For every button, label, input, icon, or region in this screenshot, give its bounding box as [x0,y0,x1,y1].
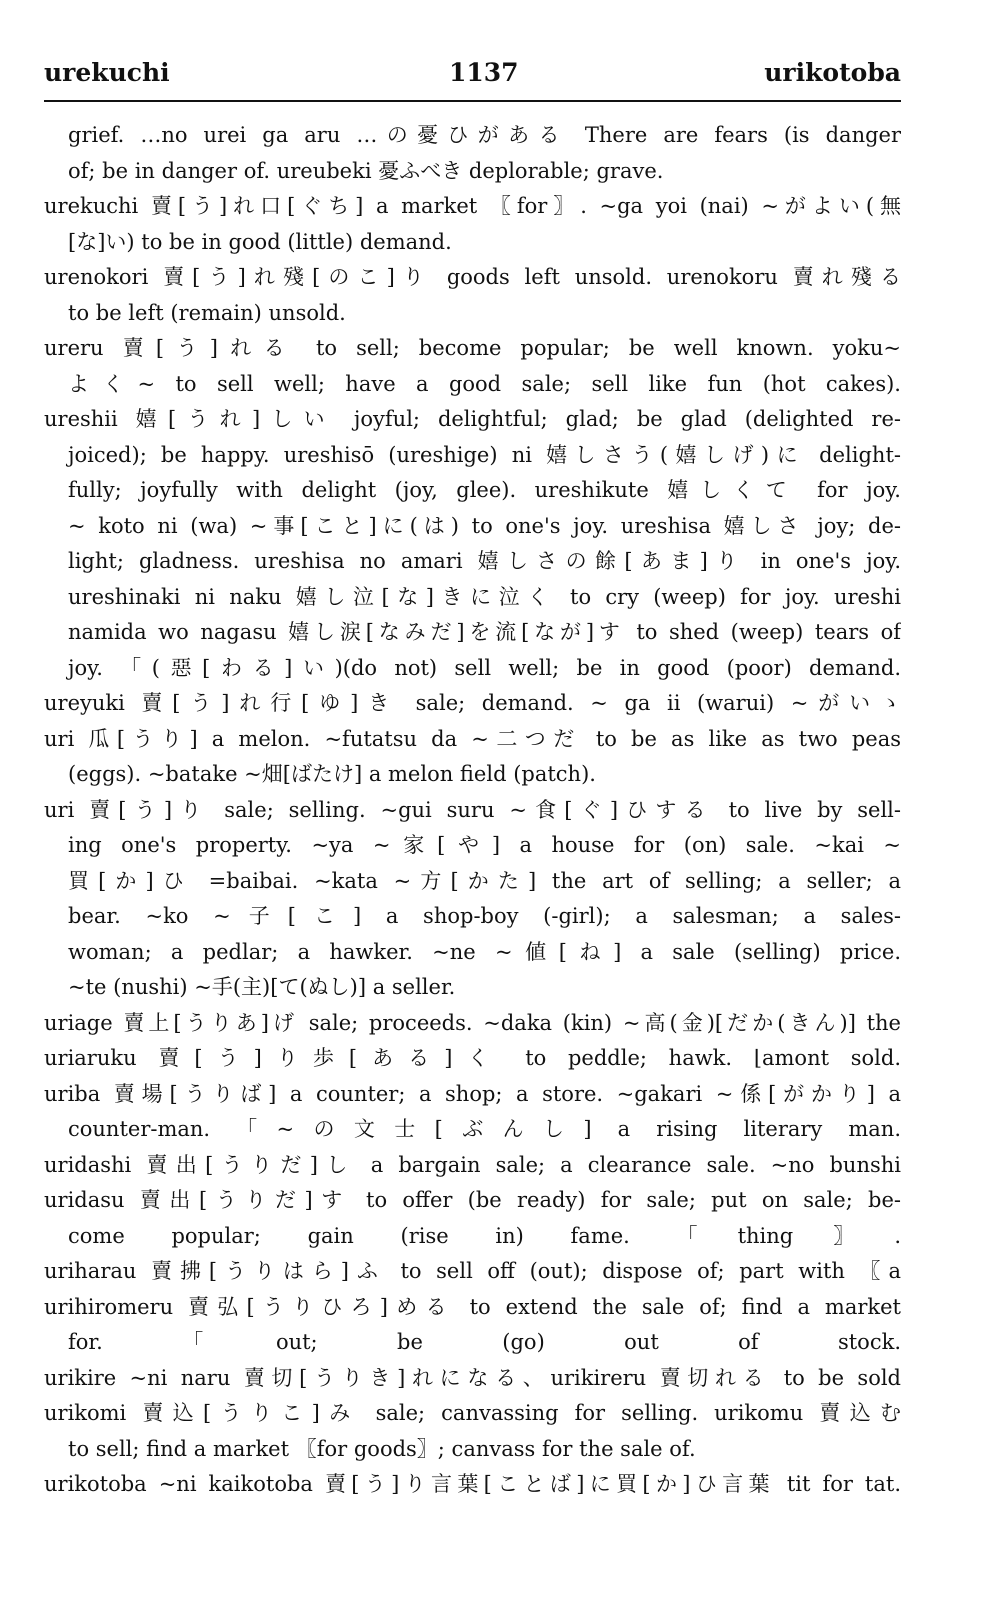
entry-line: joy. 「(惡[わる]い)(do not) sell well; be in good (poor) demand. [68,655,901,680]
entry-line: to sell; find a market 〖for goods〗; canvass for the sale of. [68,1436,696,1461]
entry-line: fully; joyfully with delight (joy, glee). ureshikute 嬉しくて for joy. [68,478,901,502]
left-guide-word: urekuchi [44,58,170,87]
entry-line: uridashi 賣出[うりだ]し a bargain sale; a clearance sale. ~no bunshi [44,1152,901,1177]
entry-line: of; be in danger of. ureubeki 憂ふべき deplorable; grave. [68,158,664,183]
entry-line: to be left (remain) unsold. [68,300,346,325]
entry-line: uri 瓜[うり] a melon. ~futatsu da ~二つだ to be as like as two peas [44,726,901,751]
entry-line: uriaruku 賣[う]り歩[ある]く to peddle; hawk. ⌊amont sold. [44,1046,901,1070]
header-rule [44,100,901,102]
entry-line: ureru 賣[う]れる to sell; become popular; be well known. yoku~ [44,336,901,360]
entry-line: urikire ~ni naru 賣切[うりき]れになる、urikireru 賣切れる to be sold [44,1365,901,1390]
entry-line: joiced); be happy. ureshisō (ureshige) ni 嬉しさう(嬉しげ)に delight- [68,442,901,467]
entry-line: uriba 賣場[うりば] a counter; a shop; a store. ~gakari ~係[がかり] a [44,1081,901,1106]
entry-line: ~ koto ni (wa) ~事[こと]に(は) to one's joy. ureshisa 嬉しさ joy; de- [68,513,901,538]
entry-line: ureshinaki ni naku 嬉し泣[な]きに泣く to cry (weep) for joy. ureshi [68,584,901,609]
entry-line: urihiromeru 賣弘[うりひろ]める to extend the sale of; find a market [44,1294,901,1319]
page-header [44,58,901,98]
entry-line: 買[か]ひ =baibai. ~kata ~方[かた] the art of selling; a seller; a [68,868,901,893]
entry-line: ~te (nushi) ~手(主)[て(ぬし)] a seller. [68,975,456,999]
entry-line: grief. …no urei ga aru …の憂ひがある There are fears (is danger [68,123,901,147]
entry-line: ureshii 嬉[うれ]しい joyful; delightful; glad; be glad (delighted re- [44,407,901,431]
right-guide-word: urikotoba [764,58,901,87]
entry-line: come popular; gain (rise in) fame. 「thing〗. [68,1223,901,1248]
entry-line: [な]い) to be in good (little) demand. [68,229,452,254]
entry-line: よく~ to sell well; have a good sale; sell like fun (hot cakes). [68,371,901,396]
entry-line: for. 「out; be (go) out of stock. [68,1330,901,1354]
entry-column [44,118,901,1503]
entry-line: urekuchi 賣[う]れ口[ぐち] a market 〖for〗. ~ga yoi (nai) ~がよい(無 [44,194,901,218]
entry-line: uri 賣[う]り sale; selling. ~gui suru ~食[ぐ]ひする to live by sell- [44,797,901,822]
entry-line: (eggs). ~batake ~畑[ばたけ] a melon field (patch). [68,762,596,786]
entry-line: ing one's property. ~ya ~家[や] a house for (on) sale. ~kai ~ [68,833,901,857]
entry-line: urikotoba ~ni kaikotoba 賣[う]り言葉[ことば]に買[か]ひ言葉 tit for tat. [44,1472,901,1496]
entry-line: urikomi 賣込[うりこ]み sale; canvassing for selling. urikomu 賣込む [44,1401,901,1425]
entry-line: counter-man. 「~の文士[ぶんし] a rising literary man. [68,1117,901,1141]
entry-line: bear. ~ko ~子[こ] a shop-boy (-girl); a salesman; a sales- [68,904,901,928]
entry-line: uridasu 賣出[うりだ]す to offer (be ready) for sale; put on sale; be- [44,1188,901,1212]
entry-line: uriage 賣上[うりあ]げ sale; proceeds. ~daka (kin) ~高(金)[だか(きん)] the [44,1010,901,1035]
entry-line: woman; a pedlar; a hawker. ~ne ~値[ね] a sale (selling) price. [68,939,901,964]
entry-line: urenokori 賣[う]れ殘[のこ]り goods left unsold. urenokoru 賣れ殘る [44,265,901,289]
entry-line: uriharau 賣拂[うりはら]ふ to sell off (out); dispose of; part with 〖a [44,1259,901,1283]
page-number: 1137 [449,58,519,87]
entry-line: namida wo nagasu 嬉し涙[なみだ]を流[なが]す to shed (weep) tears of [68,620,901,644]
entry-line: ureyuki 賣[う]れ行[ゆ]き sale; demand. ~ ga ii (warui) ~がいゝ [44,691,901,715]
entry-line: light; gladness. ureshisa no amari 嬉しさの餘[あま]り in one's joy. [68,549,901,573]
